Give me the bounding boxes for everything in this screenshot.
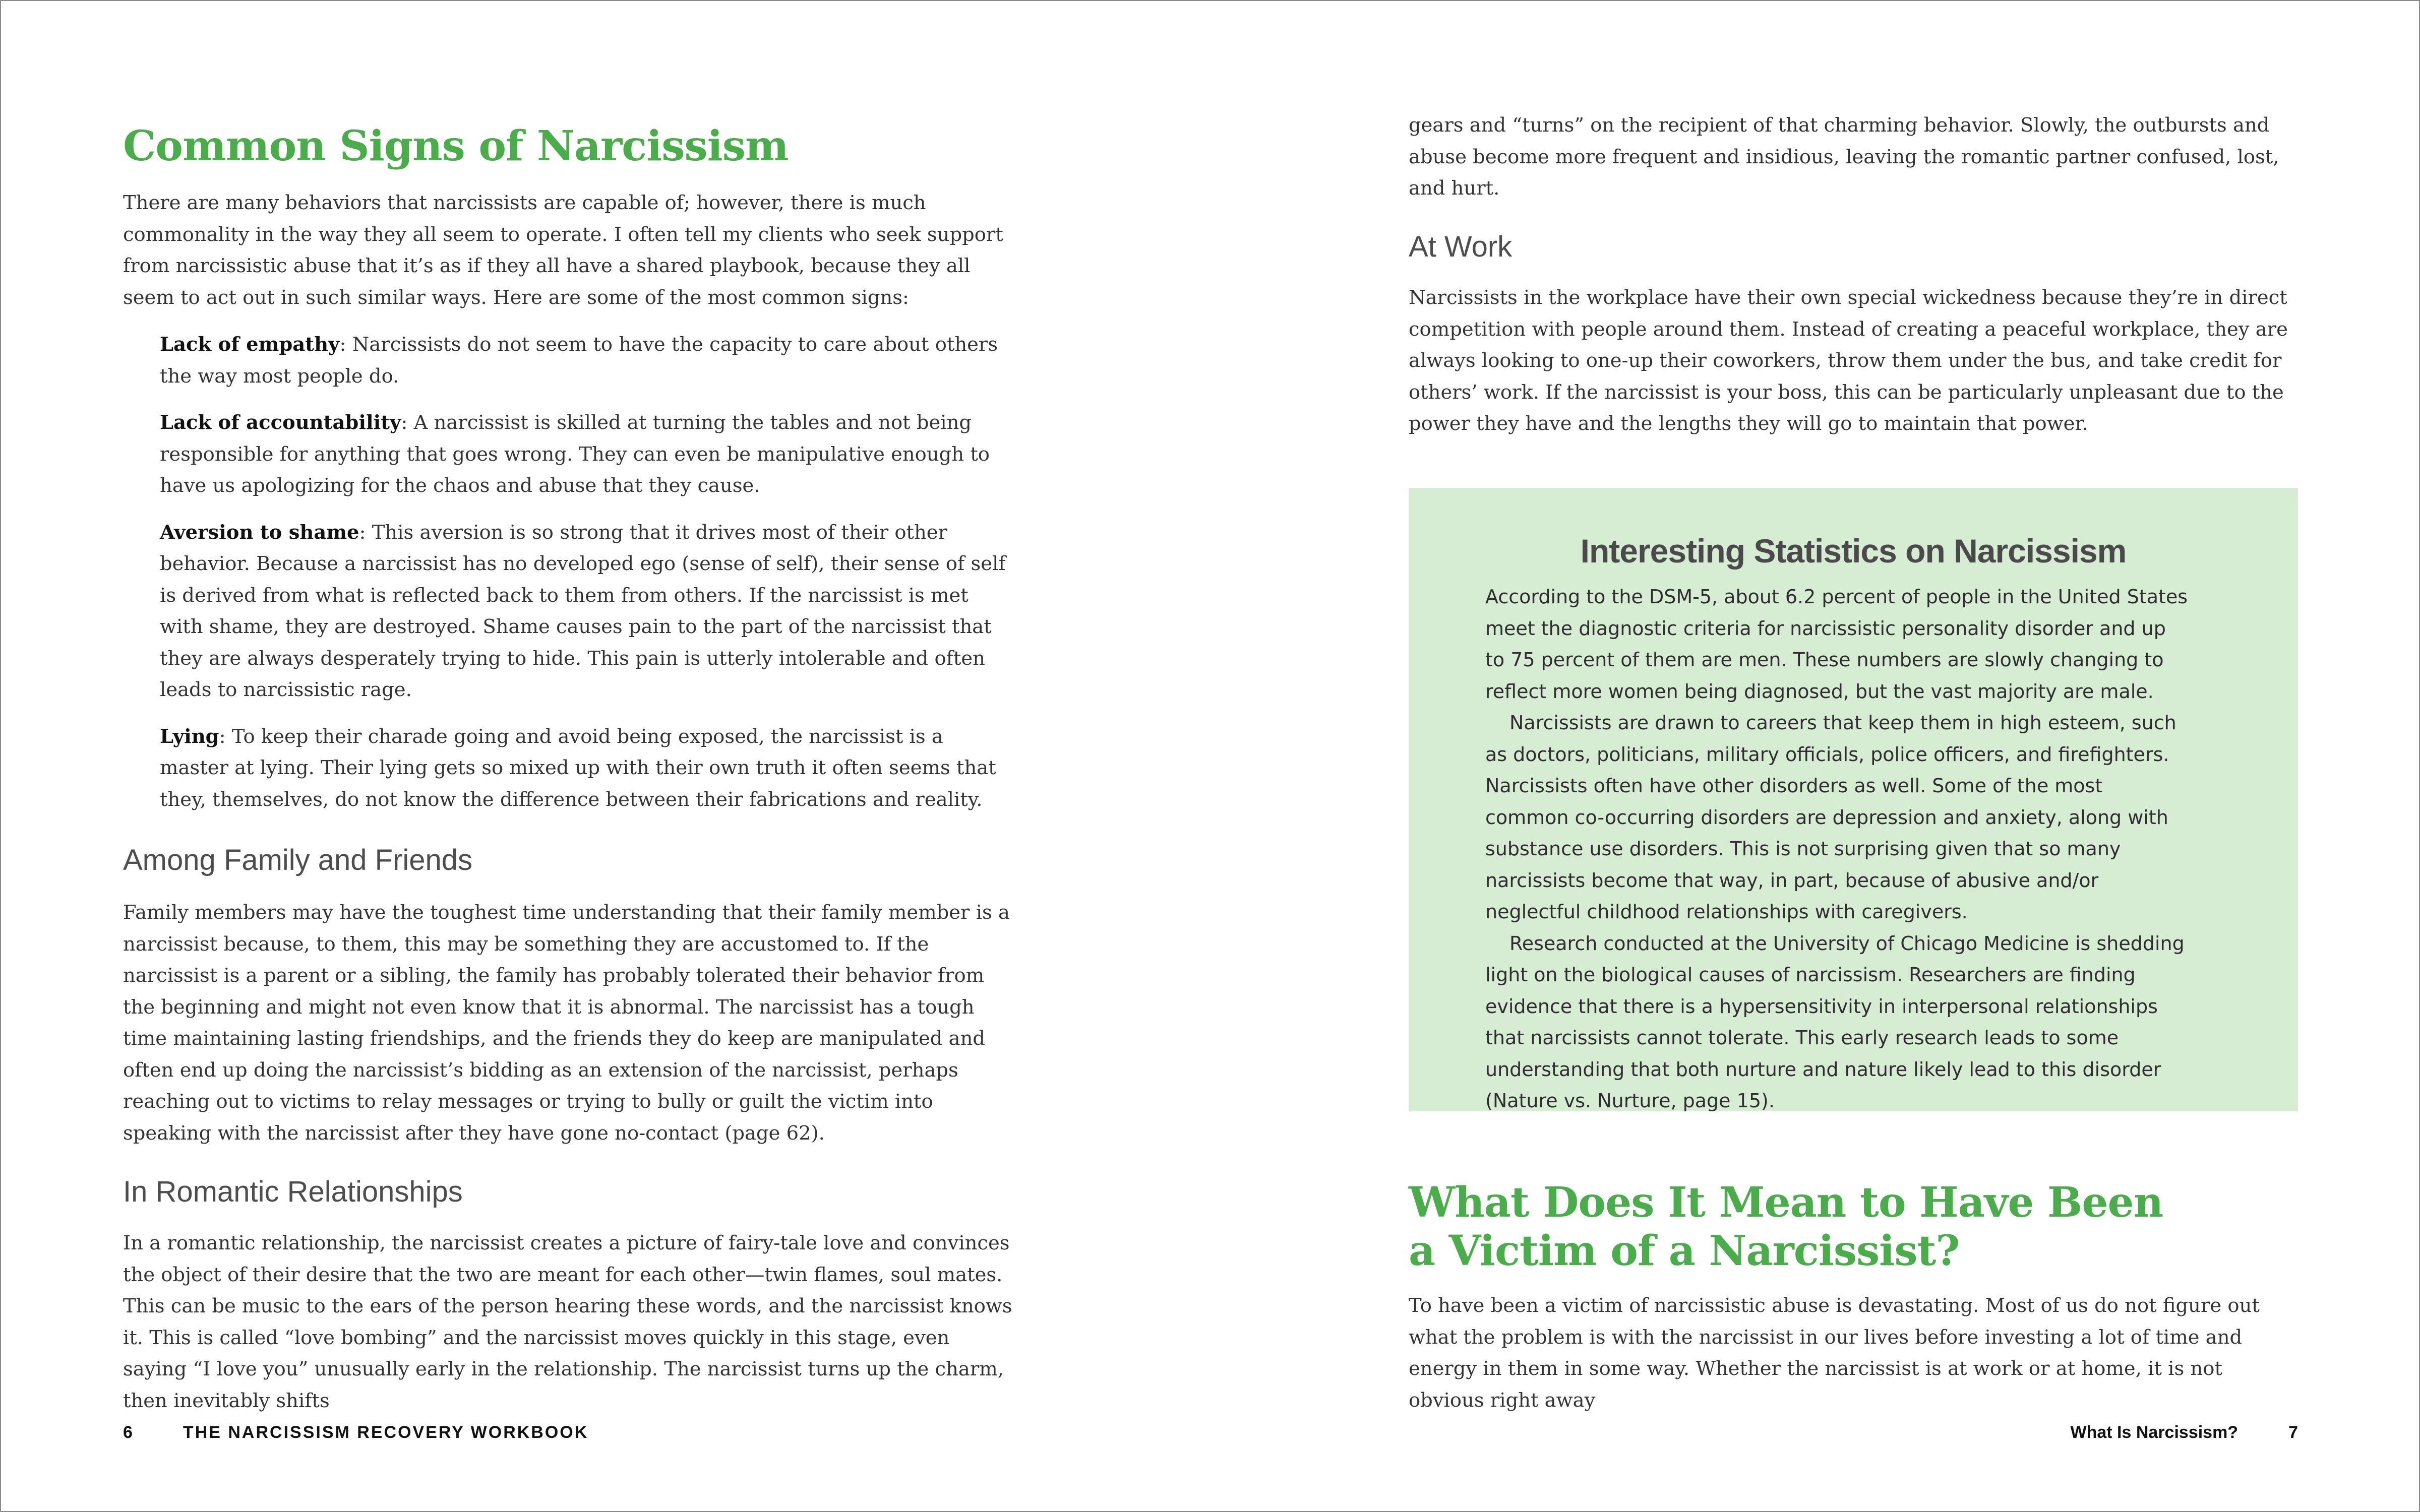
left-footer (123, 1419, 588, 1445)
sign-text: : This aversion is so strong that it drives most of their other behavior. Because a narcissist has no developed ego (sense of self), their sense of self is derived from what is reflected back to them from others. If the narcissist is met with shame, they are destroyed. Shame causes pain to the part of the narcissist that they are always desperately trying to hide. This pain is utterly intolerable and often leads to narcissistic rage. (160, 521, 1006, 701)
statistics-paragraph: According to the DSM-5, about 6.2 percent of people in the United States meet the diagnostic criteria for narcissistic personality disorder and up to 75 percent of them are men. These numbers are slowly changing to reflect more women being diagnosed, but the vast majority are male. (1485, 586, 2188, 703)
page-number: 6 (123, 1423, 133, 1442)
book-title: THE NARCISSISM RECOVERY WORKBOOK (183, 1423, 589, 1442)
intro-paragraph: There are many behaviors that narcissists are capable of; however, there is much commonality in the way they all seem to operate. I often tell my clients who seek support from narcissistic abuse that it’s as if they all have a shared playbook, because they all seem to act out in such similar ways. Here are some of the most common signs: (123, 192, 1003, 309)
statistics-callout-box (1409, 488, 2298, 1111)
sign-term: Aversion to shame (160, 521, 359, 544)
sign-term: Lying (160, 725, 219, 748)
victim-heading-line2: a Victim of a Narcissist? (1409, 1227, 1960, 1275)
sign-item-shame (160, 517, 1013, 706)
sign-item-empathy (160, 329, 1013, 392)
family-friends-paragraph: Family members may have the toughest time understanding that their family member is a narcissist because, to them, this may be something they are accustomed to. If the narcissist is a parent or a sibling, the family has probably tolerated their behavior from the beginning and might not even know that it is abnormal. The narcissist has a tough time maintaining lasting friendships, and the friends they do keep are manipulated and often end up doing the narcissist’s bidding as an extension of the narcissist, perhaps reaching out to victims to relay messages or trying to bully or guilt the victim into speaking with the narcissist after they have gone no-contact (page 62). (123, 901, 1010, 1145)
statistics-paragraph: Narcissists are drawn to careers that keep them in high esteem, such as doctors, politicians, military officials, police officers, and firefighters. Narcissists often have other disorders as well. Some of the most common co-occurring disorders are depression and anxiety, along with substance use disorders. This is not surprising given that so many narcissists become that way, in part, because of abusive and/or neglectful childhood relationships with caregivers. (1485, 712, 2176, 923)
romantic-heading: In Romantic Relationships (123, 1175, 463, 1208)
sign-text: : Narcissists do not seem to have the capacity to care about others the way most people do. (160, 333, 998, 388)
victim-heading-line1: What Does It Mean to Have Been (1409, 1178, 2163, 1227)
right-footer (2071, 1419, 2298, 1445)
statistics-title: Interesting Statistics on Narcissism (1580, 532, 2127, 570)
chapter-title: What Is Narcissism? (2070, 1423, 2238, 1442)
statistics-body (1485, 581, 2191, 1117)
sign-item-accountability (160, 407, 1013, 502)
sign-text: : A narcissist is skilled at turning the tables and not being responsible for anything that goes wrong. They can even be manipulative enough to have us apologizing for the chaos and abuse that they cause. (160, 411, 990, 497)
family-friends-heading: Among Family and Friends (123, 844, 473, 876)
signs-list (123, 329, 1013, 815)
common-signs-heading: Common Signs of Narcissism (123, 122, 789, 170)
sign-item-lying (160, 721, 1013, 816)
left-page (123, 0, 1013, 1512)
at-work-heading: At Work (1409, 230, 1512, 263)
romantic-continued-paragraph: gears and “turns” on the recipient of that charming behavior. Slowly, the outbursts and abuse become more frequent and insidious, leaving the romantic partner confused, lost, and hurt. (1409, 114, 2279, 200)
at-work-paragraph: Narcissists in the workplace have their own special wickedness because they’re in direct competition with people around them. Instead of creating a peaceful workplace, they are always looking to one-up their coworkers, throw them under the bus, and take credit for others’ work. If the narcissist is your boss, this can be particularly unpleasant due to the power they have and the lengths they will go to maintain that power. (1409, 286, 2288, 435)
victim-paragraph: To have been a victim of narcissistic abuse is devastating. Most of us do not figure out what the problem is with the narcissist in our lives before investing a lot of time and energy in them in some way. Whether the narcissist is at work or at home, it is not obvious right away (1409, 1294, 2260, 1412)
sign-text: : To keep their charade going and avoid being exposed, the narcissist is a master at lying. Their lying gets so mixed up with their own truth it often seems that they, themselves, do not know the difference between their fabrications and reality. (160, 725, 996, 811)
sign-term: Lack of empathy (160, 333, 340, 356)
romantic-paragraph: In a romantic relationship, the narcissist creates a picture of fairy-tale love and convinces the object of their desire that the two are meant for each other—twin flames, soul mates. This can be music to the ears of the person hearing these words, and the narcissist knows it. This is called “love bombing” and the narcissist moves quickly in this stage, even saying “I love you” unusually early in the relationship. The narcissist turns up the charm, then inevitably shifts (123, 1232, 1012, 1412)
page-number: 7 (2288, 1423, 2298, 1442)
statistics-paragraph: Research conducted at the University of Chicago Medicine is shedding light on the biological causes of narcissism. Researchers are finding evidence that there is a hypersensitivity in interpersonal relationships that narcissists cannot tolerate. This early research leads to some understanding that both nurture and nature likely lead to this disorder (Nature vs. Nurture, page 15). (1485, 932, 2185, 1112)
sign-term: Lack of accountability (160, 411, 401, 434)
victim-heading (1409, 1178, 2163, 1275)
